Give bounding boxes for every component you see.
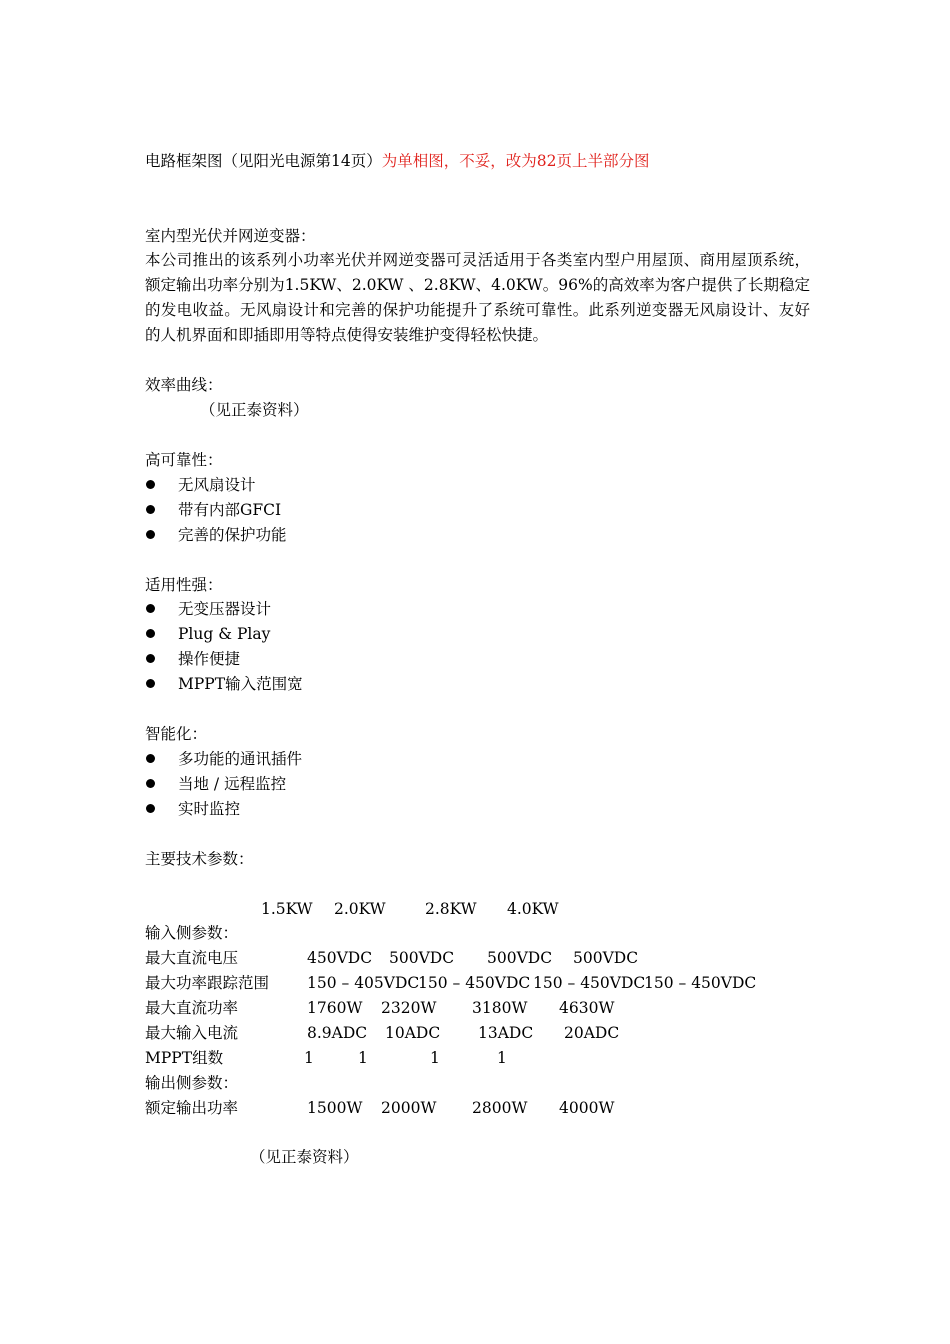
efficiency-note: （见正泰资料） [200,401,309,419]
list-item: 无风扇设计 [178,476,256,494]
table-cell: 1 [358,1049,368,1067]
specs-footer-note: （见正泰资料） [250,1148,359,1166]
model-header: 1.5KW [261,900,313,918]
bullet-dot [146,679,155,688]
row-label: MPPT组数 [145,1049,224,1067]
table-cell: 150 – 450VDC [533,974,646,992]
list-item: 带有内部GFCI [178,501,282,519]
list-item: 实时监控 [178,800,241,818]
specs-title: 主要技术参数： [145,850,254,868]
list-item: Plug & Play [178,625,271,643]
list-item: MPPT输入范围宽 [178,675,303,693]
list-item: 操作便捷 [178,650,241,668]
bullet-dot [146,505,155,514]
model-header: 2.8KW [425,900,477,918]
intro-body: 本公司推出的该系列小功率光伏并网逆变器可灵活适用于各类室内型户用屋顶、商用屋顶系统，额定输出功率分别为1.5KW、2.0KW 、2.8KW、4.0KW。96%的高效率为客户提供了长期稳定的发电收益。无风扇设计和完善的保护功能提升了系统可靠性。此系列逆变器无风扇设计、友好的人机界面和即插即用等特点使得安装维护变得轻松快捷。 [145,251,810,344]
bullet-dot [146,480,155,489]
row-label: 最大直流功率 [145,999,239,1017]
model-header: 2.0KW [334,900,386,918]
table-cell: 2320W [381,999,437,1017]
list-item: 多功能的通讯插件 [178,750,303,768]
table-cell: 4630W [559,999,615,1017]
efficiency-title: 效率曲线： [145,376,223,394]
bullet-dot [146,754,155,763]
table-cell: 500VDC [389,949,455,967]
row-label: 最大直流电压 [145,949,239,967]
bullet-dot [146,779,155,788]
input-header: 输入侧参数： [145,924,239,942]
table-cell: 13ADC [478,1024,534,1042]
list-item: 完善的保护功能 [178,526,287,544]
table-cell: 450VDC [307,949,373,967]
intelligence-title: 智能化： [145,725,208,743]
table-cell: 150 – 405VDC [307,974,420,992]
table-cell: 500VDC [487,949,553,967]
header-note-red: 为单相图，不妥，改为82页上半部分图 [381,152,650,170]
table-cell: 8.9ADC [307,1024,368,1042]
model-header: 4.0KW [507,900,559,918]
table-cell: 2000W [381,1099,437,1117]
table-cell: 1 [430,1049,440,1067]
table-cell: 3180W [472,999,528,1017]
bullet-dot [146,530,155,539]
table-cell: 1760W [307,999,363,1017]
row-label: 最大功率跟踪范围 [145,974,270,992]
table-cell: 150 – 450VDC [644,974,757,992]
list-item: 无变压器设计 [178,600,272,618]
bullet-dot [146,654,155,663]
output-header: 输出侧参数： [145,1074,239,1092]
table-cell: 2800W [472,1099,528,1117]
bullet-dot [146,604,155,613]
bullet-dot [146,629,155,638]
row-label: 最大输入电流 [145,1024,239,1042]
bullet-dot [146,804,155,813]
table-cell: 1 [304,1049,314,1067]
table-cell: 1500W [307,1099,363,1117]
table-cell: 20ADC [564,1024,620,1042]
table-cell: 500VDC [573,949,639,967]
header-note-main: 电路框架图（见阳光电源第14页） [145,152,382,170]
intro-title: 室内型光伏并网逆变器： [145,227,316,245]
table-cell: 4000W [559,1099,615,1117]
applicability-title: 适用性强： [145,576,223,594]
header-note [145,150,649,172]
list-item: 当地 / 远程监控 [178,775,287,793]
row-label: 额定输出功率 [145,1099,239,1117]
table-cell: 10ADC [385,1024,441,1042]
reliability-title: 高可靠性： [145,451,223,469]
table-cell: 1 [497,1049,507,1067]
table-cell: 150 – 450VDC [418,974,531,992]
